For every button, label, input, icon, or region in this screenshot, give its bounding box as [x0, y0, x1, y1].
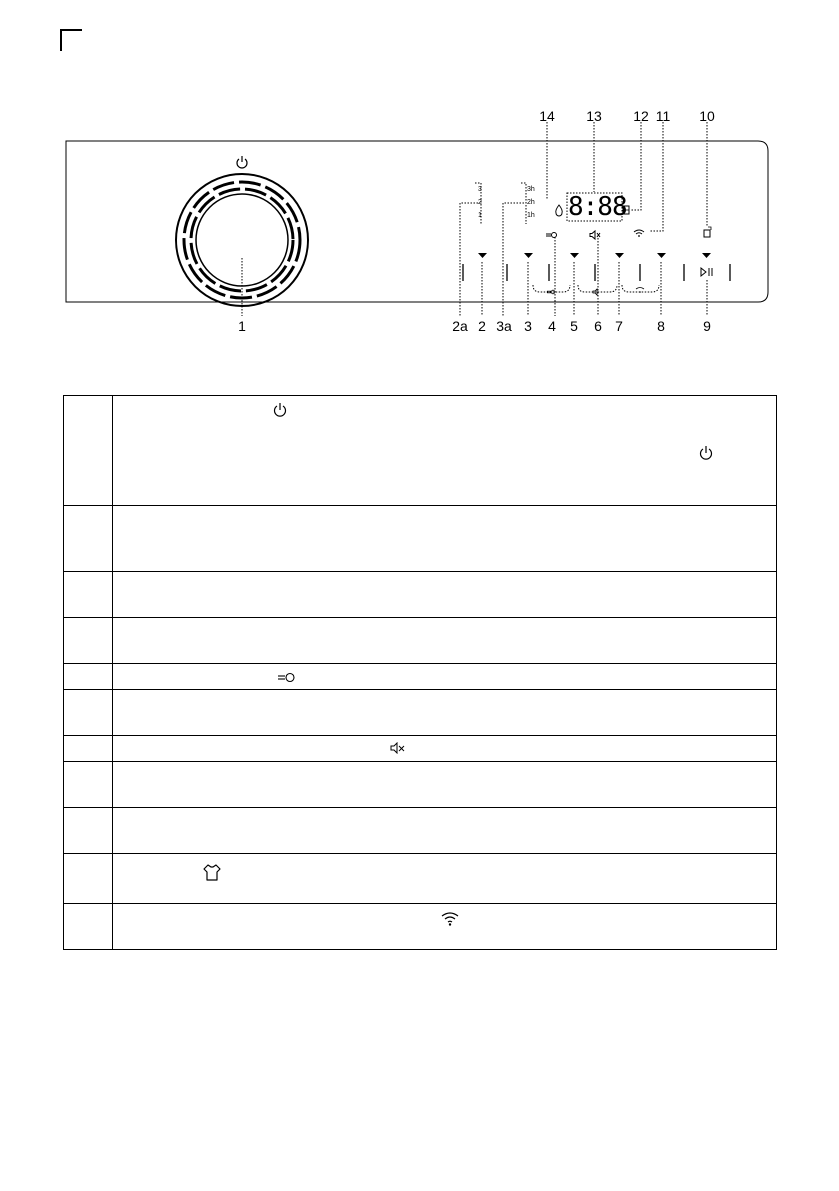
remote-start-icon	[704, 227, 711, 237]
callout-5: 5	[570, 318, 578, 334]
drop-icon	[556, 205, 562, 216]
mute-icon	[390, 741, 406, 759]
time-levels	[527, 183, 535, 222]
legend-row	[64, 690, 777, 736]
callout-4: 4	[548, 318, 556, 334]
level-3h: 3h	[527, 186, 535, 193]
legend-number-cell	[64, 690, 113, 736]
legend-number-cell	[64, 396, 113, 506]
legend-number-cell	[64, 572, 113, 618]
legend-description-cell	[113, 664, 777, 690]
legend-row	[64, 396, 777, 506]
legend-number-cell	[64, 664, 113, 690]
legend-row	[64, 618, 777, 664]
legend-description-cell	[113, 736, 777, 762]
legend-row	[64, 808, 777, 854]
legend-row	[64, 762, 777, 808]
legend-number-cell	[64, 762, 113, 808]
legend-number-cell	[64, 618, 113, 664]
legend-number-cell	[64, 506, 113, 572]
callout-6: 6	[594, 318, 602, 334]
mute-icon	[590, 231, 600, 239]
callout-10: 10	[699, 108, 715, 124]
tshirt-icon	[202, 863, 222, 888]
wifi-icon	[634, 230, 644, 237]
level-2: 2	[478, 199, 482, 206]
callout-11: 11	[655, 108, 671, 124]
callout-12: 12	[633, 108, 649, 124]
power-icon	[699, 445, 713, 466]
callout-13: 13	[586, 108, 602, 124]
level-1: 1	[478, 212, 482, 219]
callout-3a: 3a	[496, 318, 512, 334]
callout-14: 14	[539, 108, 555, 124]
power-icon	[237, 156, 247, 168]
child-lock-icon	[546, 233, 557, 238]
legend-description-cell	[113, 904, 777, 950]
legend-row	[64, 506, 777, 572]
button-start-pause[interactable]	[702, 253, 711, 258]
button-3[interactable]	[524, 253, 533, 258]
legend-description-cell	[113, 690, 777, 736]
temperature-levels	[478, 183, 482, 222]
callout-1: 1	[238, 318, 246, 334]
legend-number-cell	[64, 904, 113, 950]
legend-description-cell	[113, 396, 777, 506]
callout-3: 3	[524, 318, 532, 334]
child-lock-icon	[277, 670, 297, 688]
legend-table	[63, 395, 777, 950]
legend-description-cell	[113, 808, 777, 854]
legend-row	[64, 572, 777, 618]
callout-9: 9	[703, 318, 711, 334]
button-5[interactable]	[570, 253, 579, 258]
legend-row	[64, 664, 777, 690]
legend-number-cell	[64, 736, 113, 762]
button-7[interactable]	[615, 253, 624, 258]
legend-description-cell	[113, 854, 777, 904]
legend-row	[64, 904, 777, 950]
control-panel-diagram	[0, 0, 839, 360]
control-panel-drawing	[0, 0, 839, 360]
power-icon	[273, 402, 287, 423]
legend-description-cell	[113, 506, 777, 572]
level-2h: 2h	[527, 199, 535, 206]
legend-description-cell	[113, 762, 777, 808]
legend-description-cell	[113, 572, 777, 618]
legend-description-cell	[113, 618, 777, 664]
legend-row	[64, 854, 777, 904]
callout-2: 2	[478, 318, 486, 334]
wifi-icon	[440, 911, 460, 932]
level-3: 3	[478, 186, 482, 193]
time-display: 8:88	[568, 192, 627, 222]
legend-number-cell	[64, 854, 113, 904]
callout-8: 8	[657, 318, 665, 334]
legend-row	[64, 736, 777, 762]
legend-number-cell	[64, 808, 113, 854]
start-pause-icon	[701, 268, 712, 276]
callout-2a: 2a	[452, 318, 468, 334]
callout-7: 7	[615, 318, 623, 334]
level-1h: 1h	[527, 212, 535, 219]
button-2[interactable]	[478, 253, 487, 258]
button-8[interactable]	[657, 253, 666, 258]
